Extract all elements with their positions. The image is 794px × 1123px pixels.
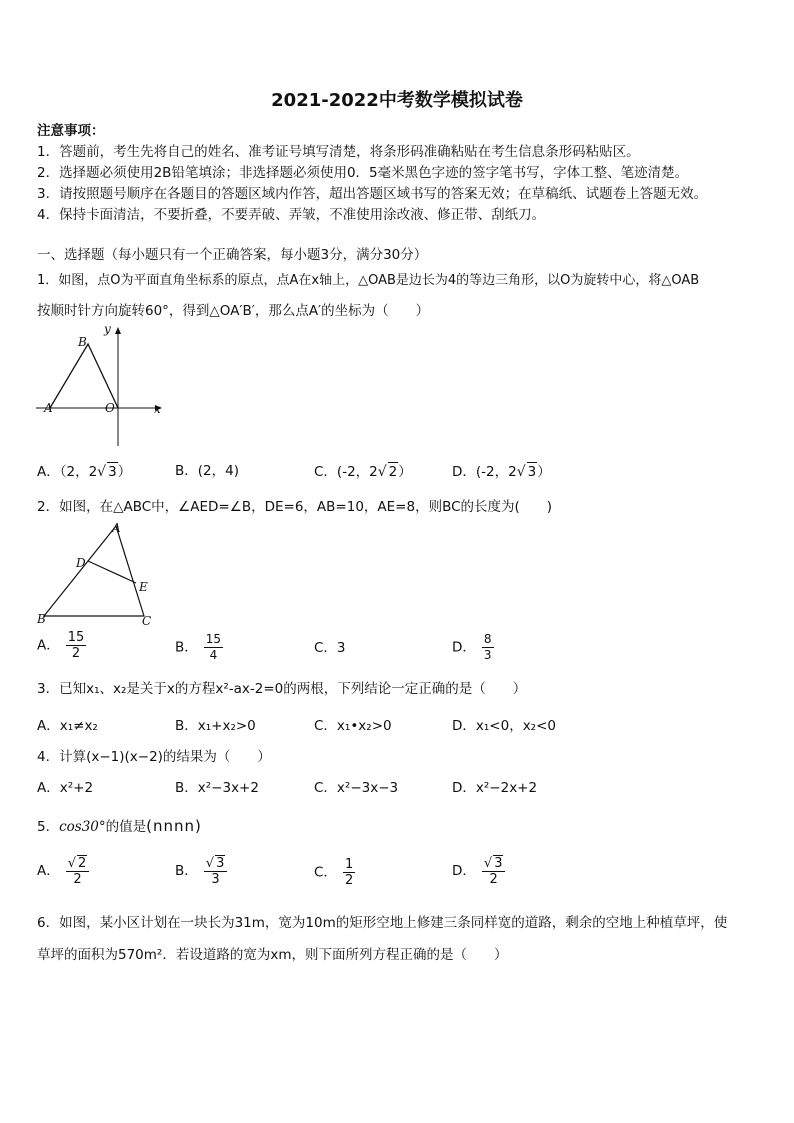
q2-option-d-label: D． <box>452 639 476 656</box>
q5-option-d-label: D． <box>452 863 476 879</box>
q3-stem: 3．已知x₁、x₂是关于x的方程x²-ax-2=0的两根，下列结论一定正确的是（ ） <box>37 681 527 697</box>
q5-option-c-den: 2 <box>344 873 354 888</box>
fraction <box>66 855 90 887</box>
q5-option-c-label: C． <box>314 864 337 881</box>
q4-option-a[interactable]: A．x²+2 <box>37 780 94 796</box>
fraction-num <box>482 855 506 872</box>
q2-option-a-den: 2 <box>71 646 81 661</box>
q2-option-b-den: 4 <box>209 648 218 662</box>
q5-option-a-den: 2 <box>73 872 82 887</box>
sqrt-icon: √ <box>205 856 215 871</box>
q5-option-a-label: A． <box>37 863 60 879</box>
note-item-1: 1．答题前，考生先将自己的姓名、准考证号填写清楚，将条形码准确粘贴在考生信息条形码粘贴区。 <box>37 144 640 160</box>
q2-option-d[interactable] <box>452 632 494 663</box>
q5-stem-pre: 5． <box>37 819 60 835</box>
fraction <box>66 630 87 661</box>
q2-option-a-num: 15 <box>67 630 85 645</box>
q1-option-d-rad: 3 <box>527 464 537 480</box>
q2-option-b-label: B． <box>175 639 198 656</box>
sqrt-icon: √ <box>97 464 107 480</box>
q5-option-b[interactable] <box>175 855 227 887</box>
q1-fig-label-y: y <box>104 322 111 336</box>
q1-option-a[interactable] <box>37 462 131 481</box>
q5-stem-math: cos30° <box>59 819 106 835</box>
q4-option-b[interactable]: B．x²−3x+2 <box>175 780 259 796</box>
sqrt-icon: √ <box>67 856 77 871</box>
q6-stem-line1: 6．如图，某小区计划在一块长为31m，宽为10m的矩形空地上修建三条同样宽的道路，剩余的空地上种植草坪，使 <box>37 915 728 931</box>
q4-stem: 4．计算(x−1)(x−2)的结果为（ ） <box>37 749 271 765</box>
fraction <box>482 855 506 887</box>
note-item-3: 3．请按照题号顺序在各题目的答题区域内作答，超出答题区域书写的答案无效；在草稿纸、试题卷上答题无效。 <box>37 186 708 202</box>
q5-option-d-rad: 3 <box>494 856 503 871</box>
q1-option-a-rad: 3 <box>108 464 117 480</box>
q1-option-b[interactable]: B．(2，4) <box>175 463 239 479</box>
q2-fig-label-e: E <box>139 580 148 594</box>
note-item-2: 2．选择题必须使用2B铅笔填涂；非选择题必须使用0．5毫米黑色字迹的签字笔书写，字体工整、笔迹清楚。 <box>37 165 689 181</box>
q2-fig-label-c: C <box>142 614 152 628</box>
q2-option-c[interactable]: C．3 <box>314 640 346 656</box>
notes-heading: 注意事项： <box>37 123 105 139</box>
q5-stem-post: 的值是 <box>105 819 147 835</box>
q2-option-a-label: A． <box>37 637 60 654</box>
q2-option-a[interactable] <box>37 630 86 661</box>
q1-fig-label-a: A <box>44 401 53 415</box>
q4-option-d[interactable]: D．x²−2x+2 <box>452 780 538 796</box>
q2-stem: 2．如图，在△ABC中，∠AED=∠B，DE=6，AB=10，AE=8，则BC的长度为( ) <box>37 499 553 515</box>
q3-option-a[interactable]: A．x₁≠x₂ <box>37 718 98 734</box>
q1-option-a-pre: A．（2，2 <box>37 464 98 480</box>
sqrt-icon: √ <box>483 856 493 871</box>
q1-figure <box>36 324 166 449</box>
q5-option-d[interactable] <box>452 855 505 887</box>
q2-option-b[interactable] <box>175 632 223 663</box>
q1-stem-line2: 按顺时针方向旋转60°，得到△OA′B′，那么点A′的坐标为（ ） <box>37 303 430 319</box>
fraction <box>343 857 355 888</box>
q4-option-c[interactable]: C．x²−3x−3 <box>314 780 399 796</box>
q3-option-d[interactable]: D．x₁<0，x₂<0 <box>452 718 556 734</box>
fraction <box>204 632 223 663</box>
fraction <box>482 632 494 663</box>
q5-option-c-num: 1 <box>344 857 354 872</box>
q1-option-c-post: ） <box>398 464 412 480</box>
sqrt-icon: √ <box>377 464 387 480</box>
q1-option-d[interactable] <box>452 462 551 481</box>
q3-option-b[interactable]: B．x₁+x₂>0 <box>175 718 256 734</box>
q5-option-a-rad: 2 <box>78 856 87 871</box>
q2-fig-label-a: A <box>112 521 121 535</box>
q1-option-c[interactable] <box>314 462 412 481</box>
q2-option-d-num: 8 <box>483 632 492 646</box>
q2-option-b-num: 15 <box>205 632 222 646</box>
q1-option-d-pre: D．(-2，2 <box>452 464 517 480</box>
note-item-4: 4．保持卡面清洁，不要折叠，不要弄破、弄皱，不准使用涂改液、修正带、刮纸刀。 <box>37 207 546 223</box>
q5-option-d-den: 2 <box>489 872 498 887</box>
q1-stem-line1: 1．如图，点O为平面直角坐标系的原点，点A在x轴上，△OAB是边长为4的等边三角形，以O为旋转中心，将△OAB <box>37 273 700 288</box>
q1-fig-label-o: O <box>105 401 115 415</box>
q2-fig-label-b: B <box>37 612 46 626</box>
page-title: 2021-2022中考数学模拟试卷 <box>271 90 523 111</box>
q5-option-a[interactable] <box>37 855 89 887</box>
q1-option-c-rad: 2 <box>388 464 398 480</box>
q1-fig-label-x: x <box>154 402 161 416</box>
q5-option-c[interactable] <box>314 857 355 888</box>
q5-option-b-label: B． <box>175 863 198 879</box>
q6-stem-line2: 草坪的面积为570m²．若设道路的宽为xm，则下面所列方程正确的是（ ） <box>37 947 508 963</box>
q1-option-c-pre: C．(-2，2 <box>314 464 378 480</box>
fraction <box>204 855 228 887</box>
q1-option-d-post: ） <box>537 464 551 480</box>
fraction-num <box>204 855 228 872</box>
q1-option-a-post: ） <box>117 464 132 480</box>
q2-option-d-den: 3 <box>483 648 492 662</box>
q2-fig-label-d: D <box>76 556 86 570</box>
section-heading: 一、选择题（每小题只有一个正确答案，每小题3分，满分30分） <box>37 247 428 263</box>
q3-option-c[interactable]: C．x₁•x₂>0 <box>314 718 392 734</box>
sqrt-icon: √ <box>516 464 526 480</box>
q5-paren: (nnnn) <box>146 817 202 835</box>
q5-option-b-rad: 3 <box>216 856 225 871</box>
q1-fig-label-b: B <box>78 335 87 349</box>
q5-stem <box>37 817 202 836</box>
fraction-num <box>66 855 90 872</box>
q5-option-b-den: 3 <box>211 872 220 887</box>
